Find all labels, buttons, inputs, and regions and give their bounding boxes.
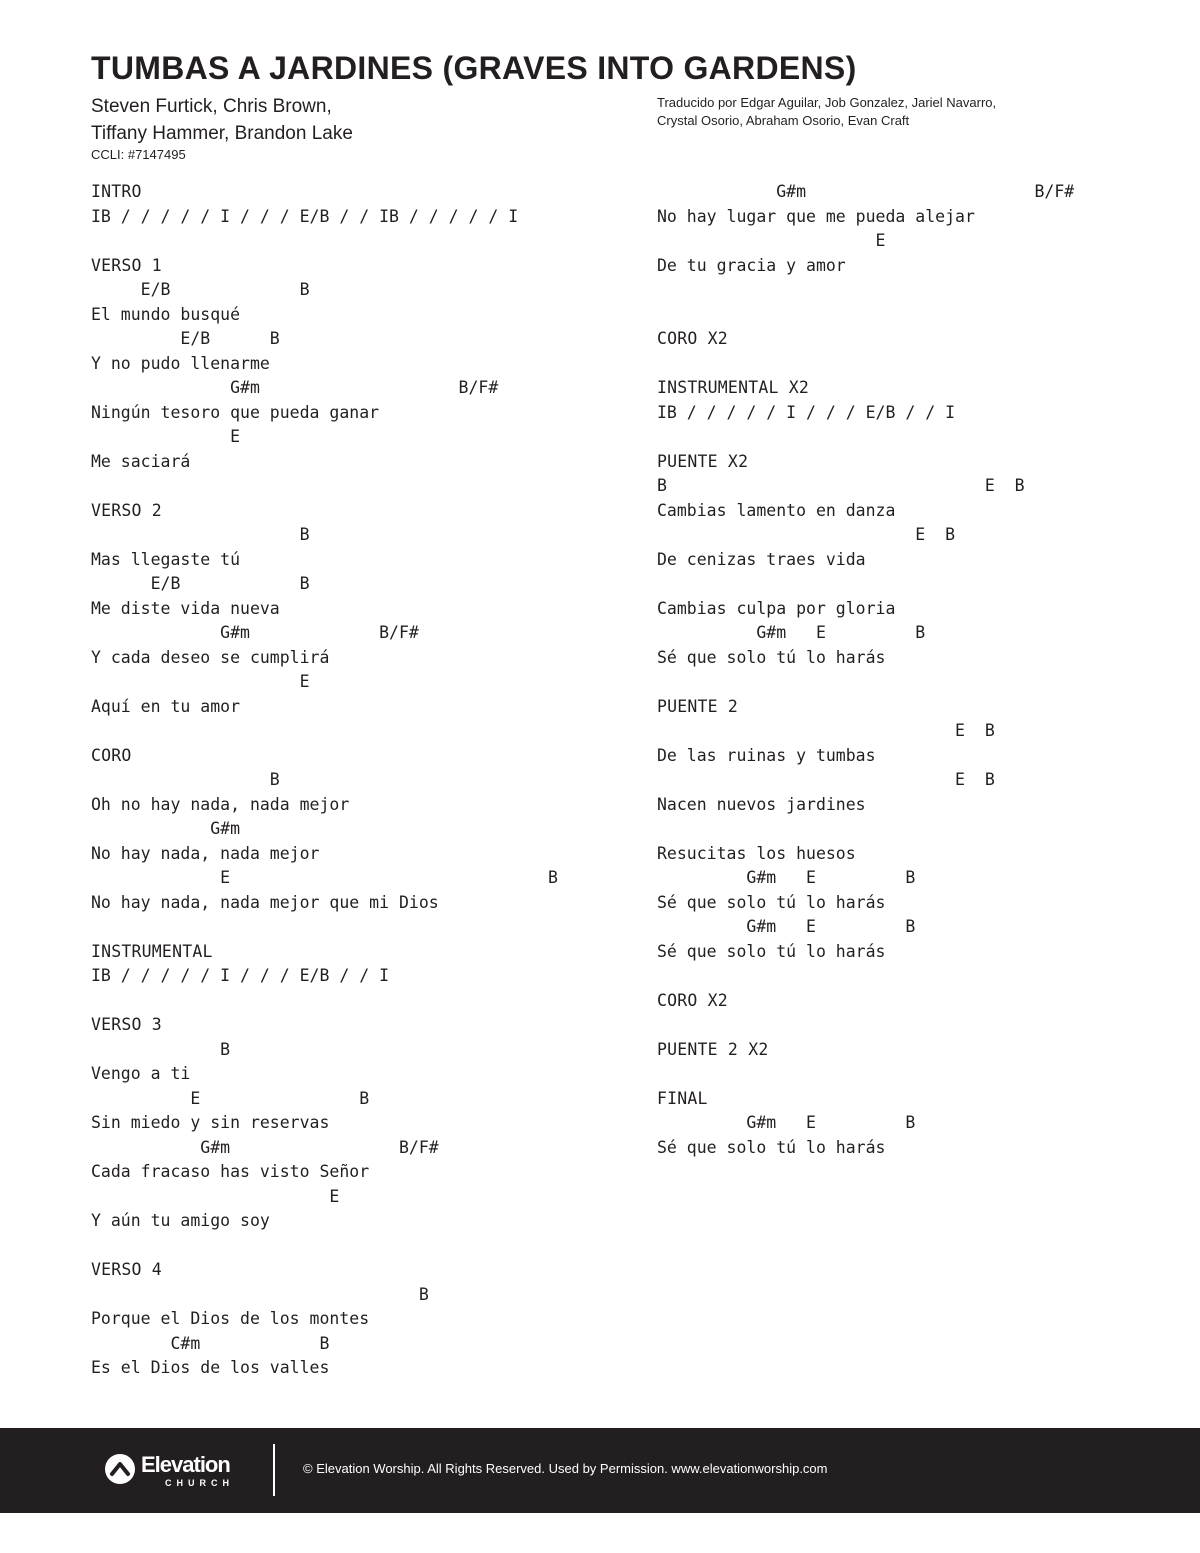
elevation-church-logo xyxy=(105,1450,245,1492)
section-label: CORO X2 xyxy=(657,990,728,1010)
lyric-line: Resucitas los huesos xyxy=(657,843,856,863)
chord-line: G#m E B xyxy=(657,1113,916,1132)
elevation-arrow-icon xyxy=(105,1454,135,1484)
chord-progression: IB / / / / / I / / / E/B / / IB / / / / / I xyxy=(91,206,519,226)
song-section xyxy=(91,1013,611,1234)
song-section xyxy=(657,695,1157,818)
lyric-line: Porque el Dios de los montes xyxy=(91,1309,370,1328)
chord-line: G#m B/F# xyxy=(657,182,1075,201)
section-label: PUENTE 2 xyxy=(657,696,739,716)
chord-line: E B xyxy=(91,868,558,887)
song-section xyxy=(657,597,1157,671)
logo-subtitle: CHURCH xyxy=(165,1478,234,1488)
copyright-notice: © Elevation Worship. All Rights Reserved. Used by Permission. www.elevationworship.com xyxy=(303,1461,828,1476)
lyric-line: Y no pudo llenarme xyxy=(91,353,270,373)
chord-progression: IB / / / / / I / / / E/B / / I xyxy=(91,966,390,985)
lyric-line: Sé que solo tú lo harás xyxy=(657,1137,886,1157)
lyric-line: Sin miedo y sin reservas xyxy=(91,1113,330,1132)
chord-line: C#m B xyxy=(91,1333,330,1353)
section-label: PUENTE X2 xyxy=(657,451,749,471)
chord-line: B xyxy=(91,1039,231,1059)
chord-line: G#m B/F# xyxy=(91,378,499,397)
song-section xyxy=(91,499,611,720)
lyric-line: No hay nada, nada mejor que mi Dios xyxy=(91,892,439,912)
section-label: CORO X2 xyxy=(657,329,728,348)
section-label: VERSO 3 xyxy=(91,1015,162,1034)
lyric-line: Me diste vida nueva xyxy=(91,598,280,618)
lyric-line: Oh no hay nada, nada mejor xyxy=(91,794,350,814)
chord-line: E B xyxy=(657,525,956,544)
song-section xyxy=(657,1087,1157,1161)
translators xyxy=(657,94,996,130)
song-section xyxy=(657,1038,1157,1063)
lyric-line: Sé que solo tú lo harás xyxy=(657,647,886,667)
authors xyxy=(91,93,353,147)
chord-line: E/B B xyxy=(91,329,280,348)
chord-line: B xyxy=(91,770,280,789)
lyric-line: No hay nada, nada mejor xyxy=(91,843,320,863)
chord-progression: IB / / / / / I / / / E/B / / I xyxy=(657,402,956,422)
footer xyxy=(0,1428,1200,1513)
chord-line: E xyxy=(91,427,241,446)
chord-line: E B xyxy=(91,1088,370,1108)
lyric-line: No hay lugar que me pueda alejar xyxy=(657,206,975,226)
lyric-line: De tu gracia y amor xyxy=(657,255,846,275)
chord-line: G#m B/F# xyxy=(91,1137,439,1157)
chord-line: E/B B xyxy=(91,280,310,299)
chord-line: E xyxy=(91,1186,340,1206)
song-section xyxy=(91,180,611,229)
lyric-line: Cambias lamento en danza xyxy=(657,500,896,520)
chord-line: E xyxy=(91,672,310,691)
lyric-line: Cada fracaso has visto Señor xyxy=(91,1162,370,1181)
lyric-line: Sé que solo tú lo harás xyxy=(657,892,886,912)
lyrics-left-column xyxy=(91,180,611,1405)
song-section xyxy=(657,327,1157,352)
lyric-line: Vengo a ti xyxy=(91,1064,191,1083)
lyric-line: De las ruinas y tumbas xyxy=(657,745,876,765)
lyric-line: Es el Dios de los valles xyxy=(91,1358,330,1377)
song-section xyxy=(91,940,611,989)
lyric-line: Sé que solo tú lo harás xyxy=(657,941,886,961)
chord-line: G#m xyxy=(91,819,241,838)
song-section xyxy=(91,1258,611,1381)
song-section xyxy=(657,842,1157,965)
chord-line: E B xyxy=(657,721,995,740)
song-section xyxy=(657,376,1157,425)
song-section xyxy=(91,254,611,475)
section-label: CORO xyxy=(91,745,132,765)
lyric-line: Y cada deseo se cumplirá xyxy=(91,647,330,667)
section-label: INSTRUMENTAL xyxy=(91,941,213,961)
song-title: TUMBAS A JARDINES (GRAVES INTO GARDENS) xyxy=(91,50,857,86)
song-section xyxy=(657,450,1157,573)
chord-line: B xyxy=(91,525,310,544)
translator-line: Crystal Osorio, Abraham Osorio, Evan Craft xyxy=(657,113,910,128)
section-label: VERSO 4 xyxy=(91,1260,162,1279)
chord-line: G#m E B xyxy=(657,623,926,642)
footer-divider xyxy=(273,1444,275,1496)
chord-line: E B xyxy=(657,770,995,789)
section-label: INSTRUMENTAL X2 xyxy=(657,378,810,397)
lyric-line: Ningún tesoro que pueda ganar xyxy=(91,402,380,422)
song-section xyxy=(657,180,1157,278)
lyric-line: Aquí en tu amor xyxy=(91,696,241,716)
translator-line: Traducido por Edgar Aguilar, Job Gonzalez, Jariel Navarro, xyxy=(657,95,997,110)
chord-line: G#m E B xyxy=(657,868,916,887)
lyric-line: Cambias culpa por gloria xyxy=(657,598,896,618)
section-label: VERSO 1 xyxy=(91,255,162,275)
chord-line: G#m B/F# xyxy=(91,623,419,642)
song-section xyxy=(91,744,611,916)
section-label: VERSO 2 xyxy=(91,500,162,520)
section-label: FINAL xyxy=(657,1088,708,1108)
author-line: Steven Furtick, Chris Brown, xyxy=(91,96,332,117)
chord-line: B xyxy=(91,1284,429,1304)
lyric-line: Me saciará xyxy=(91,451,191,471)
section-label: PUENTE 2 X2 xyxy=(657,1039,769,1059)
lyric-line: Mas llegaste tú xyxy=(91,549,241,569)
lyric-line: El mundo busqué xyxy=(91,304,241,324)
lyric-line: Nacen nuevos jardines xyxy=(657,794,866,814)
ccli-number: CCLI: #7147495 xyxy=(91,147,186,162)
chord-line: B E B xyxy=(657,476,1025,495)
author-line: Tiffany Hammer, Brandon Lake xyxy=(91,123,353,144)
chord-line: G#m E B xyxy=(657,917,916,936)
logo-word: Elevation xyxy=(141,1452,230,1477)
lyrics-right-column xyxy=(657,180,1157,1185)
section-label: INTRO xyxy=(91,182,142,201)
chord-line: E/B B xyxy=(91,574,310,593)
lyric-line: De cenizas traes vida xyxy=(657,549,866,569)
lyric-line: Y aún tu amigo soy xyxy=(91,1211,270,1230)
song-section xyxy=(657,989,1157,1014)
chord-line: E xyxy=(657,231,886,250)
